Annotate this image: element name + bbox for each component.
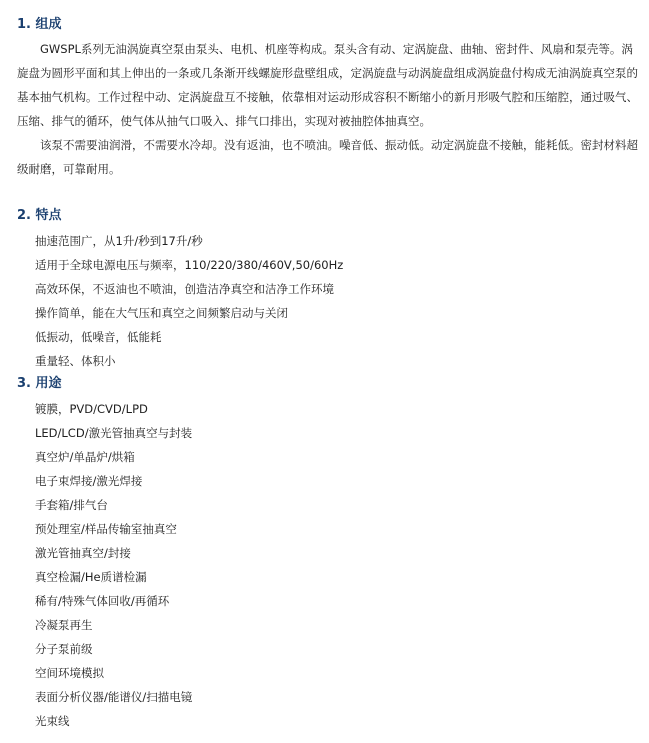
application-item: 分子泵前级 (35, 642, 93, 656)
feature-item: 低振动，低噪音，低能耗 (35, 330, 162, 344)
section-2-heading: 2. 特点 (17, 208, 62, 223)
application-item: 预处理室/样品传输室抽真空 (35, 522, 177, 536)
feature-item: 重量轻、体积小 (35, 354, 116, 368)
application-item: 真空检漏/He质谱检漏 (35, 570, 147, 584)
application-item: 冷凝泵再生 (35, 618, 93, 632)
section-1-paragraph-2: 该泵不需要油润滑，不需要水冷却。没有返油，也不喷油。噪音低、振动低。动定涡旋盘不接触，能耗低。密封材料超级耐磨，可靠耐用。 (17, 138, 638, 176)
application-item: 手套箱/排气台 (35, 498, 108, 512)
application-item: 稀有/特殊气体回收/再循环 (35, 594, 170, 608)
application-item: 电子束焊接/激光焊接 (35, 474, 143, 488)
application-item: 真空炉/单晶炉/烘箱 (35, 450, 135, 464)
application-item: LED/LCD/激光管抽真空与封装 (35, 426, 193, 440)
section-1-paragraph-1: GWSPL系列无油涡旋真空泵由泵头、电机、机座等构成。泵头含有动、定涡旋盘、曲轴、密封件、风扇和泵壳等。涡旋盘为圆形平面和其上伸出的一条或几条渐开线螺旋形盘壁组成，定涡旋盘与动涡旋盘组成涡旋盘付构成无油涡旋真空泵的基本抽气机构。工作过程中动、定涡旋盘互不接触，依靠相对运动形成容积不断缩小的新月形吸气腔和压缩腔，通过吸气、压缩、排气的循环，使气体从抽气口吸入、排气口排出，实现对被抽腔体抽真空。 (17, 42, 638, 128)
section-3-heading: 3. 用途 (17, 376, 62, 391)
application-item: 空间环境模拟 (35, 666, 104, 680)
application-item: 镀膜，PVD/CVD/LPD (35, 402, 148, 416)
application-item: 光束线 (35, 714, 70, 728)
feature-item: 高效环保，不返油也不喷油，创造洁净真空和洁净工作环境 (35, 282, 334, 296)
application-item: 表面分析仪器/能谱仪/扫描电镜 (35, 690, 193, 704)
application-item: 激光管抽真空/封接 (35, 546, 131, 560)
feature-item: 适用于全球电源电压与频率，110/220/380/460V,50/60Hz (35, 258, 344, 272)
section-1-heading: 1. 组成 (17, 17, 62, 32)
feature-item: 抽速范围广，从1升/秒到17升/秒 (35, 234, 203, 248)
feature-item: 操作简单，能在大气压和真空之间频繁启动与关闭 (35, 306, 288, 320)
